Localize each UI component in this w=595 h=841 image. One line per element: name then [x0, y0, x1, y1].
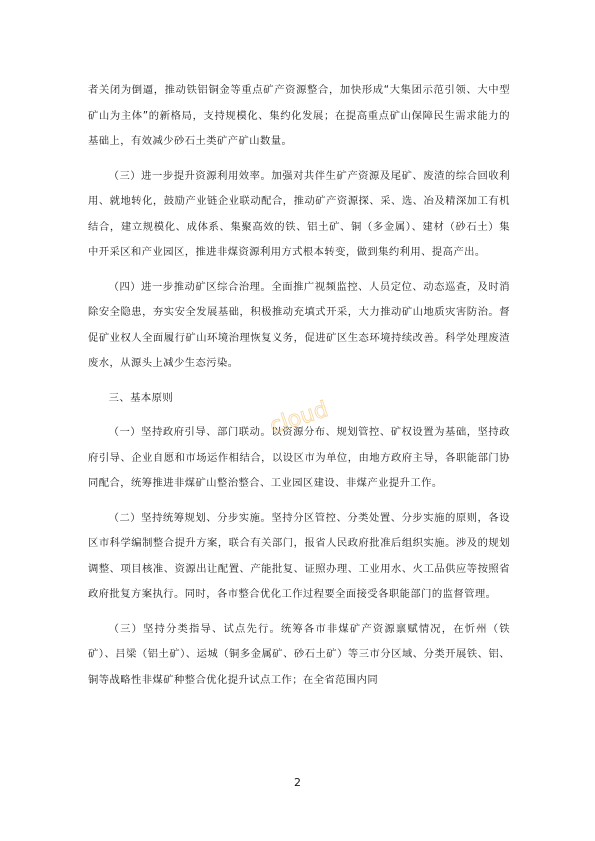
page-number: 2	[294, 776, 301, 789]
watermark-text: cloud	[266, 397, 332, 440]
page-body	[88, 78, 510, 702]
paragraph-principle-1: （一）坚持政府引导、部门联动。以资源分布、规划管控、矿权设置为基础，坚持政府引导、企业自愿和市场运作相结合，以设区市为单位，由地方政府主导，各职能部门协同配合，统筹推进非煤矿山整治整合、工业园区建设、非煤产业提升工作。	[88, 426, 510, 489]
section-heading-principles: 三、基本原则	[108, 391, 174, 404]
paragraph-principle-3: （三）坚持分类指导、试点先行。统筹各市非煤矿产资源禀赋情况，在忻州（铁矿）、吕梁（铝土矿）、运城（铜多金属矿、砂石土矿）等三市分区域、分类开展铁、铝、铜等战略性非煤矿种整合优化提升试点工作；在全省范围内同	[88, 622, 510, 686]
paragraph-continuation: 者关闭为倒逼，推动铁铝铜金等重点矿产资源整合，加快形成“大集团示范引领、大中型矿山为主体”的新格局，支持规模化、集约化发展；在提高重点矿山保障民生需求能力的基础上，有效减少砂石土类矿产矿山数量。	[88, 84, 510, 147]
paragraph-principle-2: （二）坚持统筹规划、分步实施。坚持分区管控、分类处置、分步实施的原则，各设区市科学编制整合提升方案，联合有关部门，报省人民政府批准后组织实施。涉及的规划调整、项目核准、资源出让配置、产能批复、证照办理、工业用水、火工品供应等按照省政府批复方案执行。同时，各市整合优化工作过程要全面接受各职能部门的监督管理。	[88, 511, 510, 600]
paragraph-resource-efficiency: （三）进一步提升资源利用效率。加强对共伴生矿产资源及尾矿、废渣的综合回收利用、就地转化，鼓励产业链企业联动配合，推动矿产资源探、采、选、冶及精深加工有机结合，建立规模化、成体系、集聚高效的铁、铝土矿、铜（多金属）、建材（砂石土）集中开采区和产业园区，推进非煤资源利用方式根本转变，做到集约利用、提高产出。	[88, 169, 510, 258]
paragraph-mine-governance: （四）进一步推动矿区综合治理。全面推广视频监控、人员定位、动态巡查，及时消除安全隐患，夯实安全发展基础，积极推动充填式开采，大力推动矿山地质灾害防治。督促矿业权人全面履行矿山环境治理恢复义务，促进矿区生态环境持续改善。科学处理废渣废水，从源头上减少生态污染。	[88, 280, 510, 369]
